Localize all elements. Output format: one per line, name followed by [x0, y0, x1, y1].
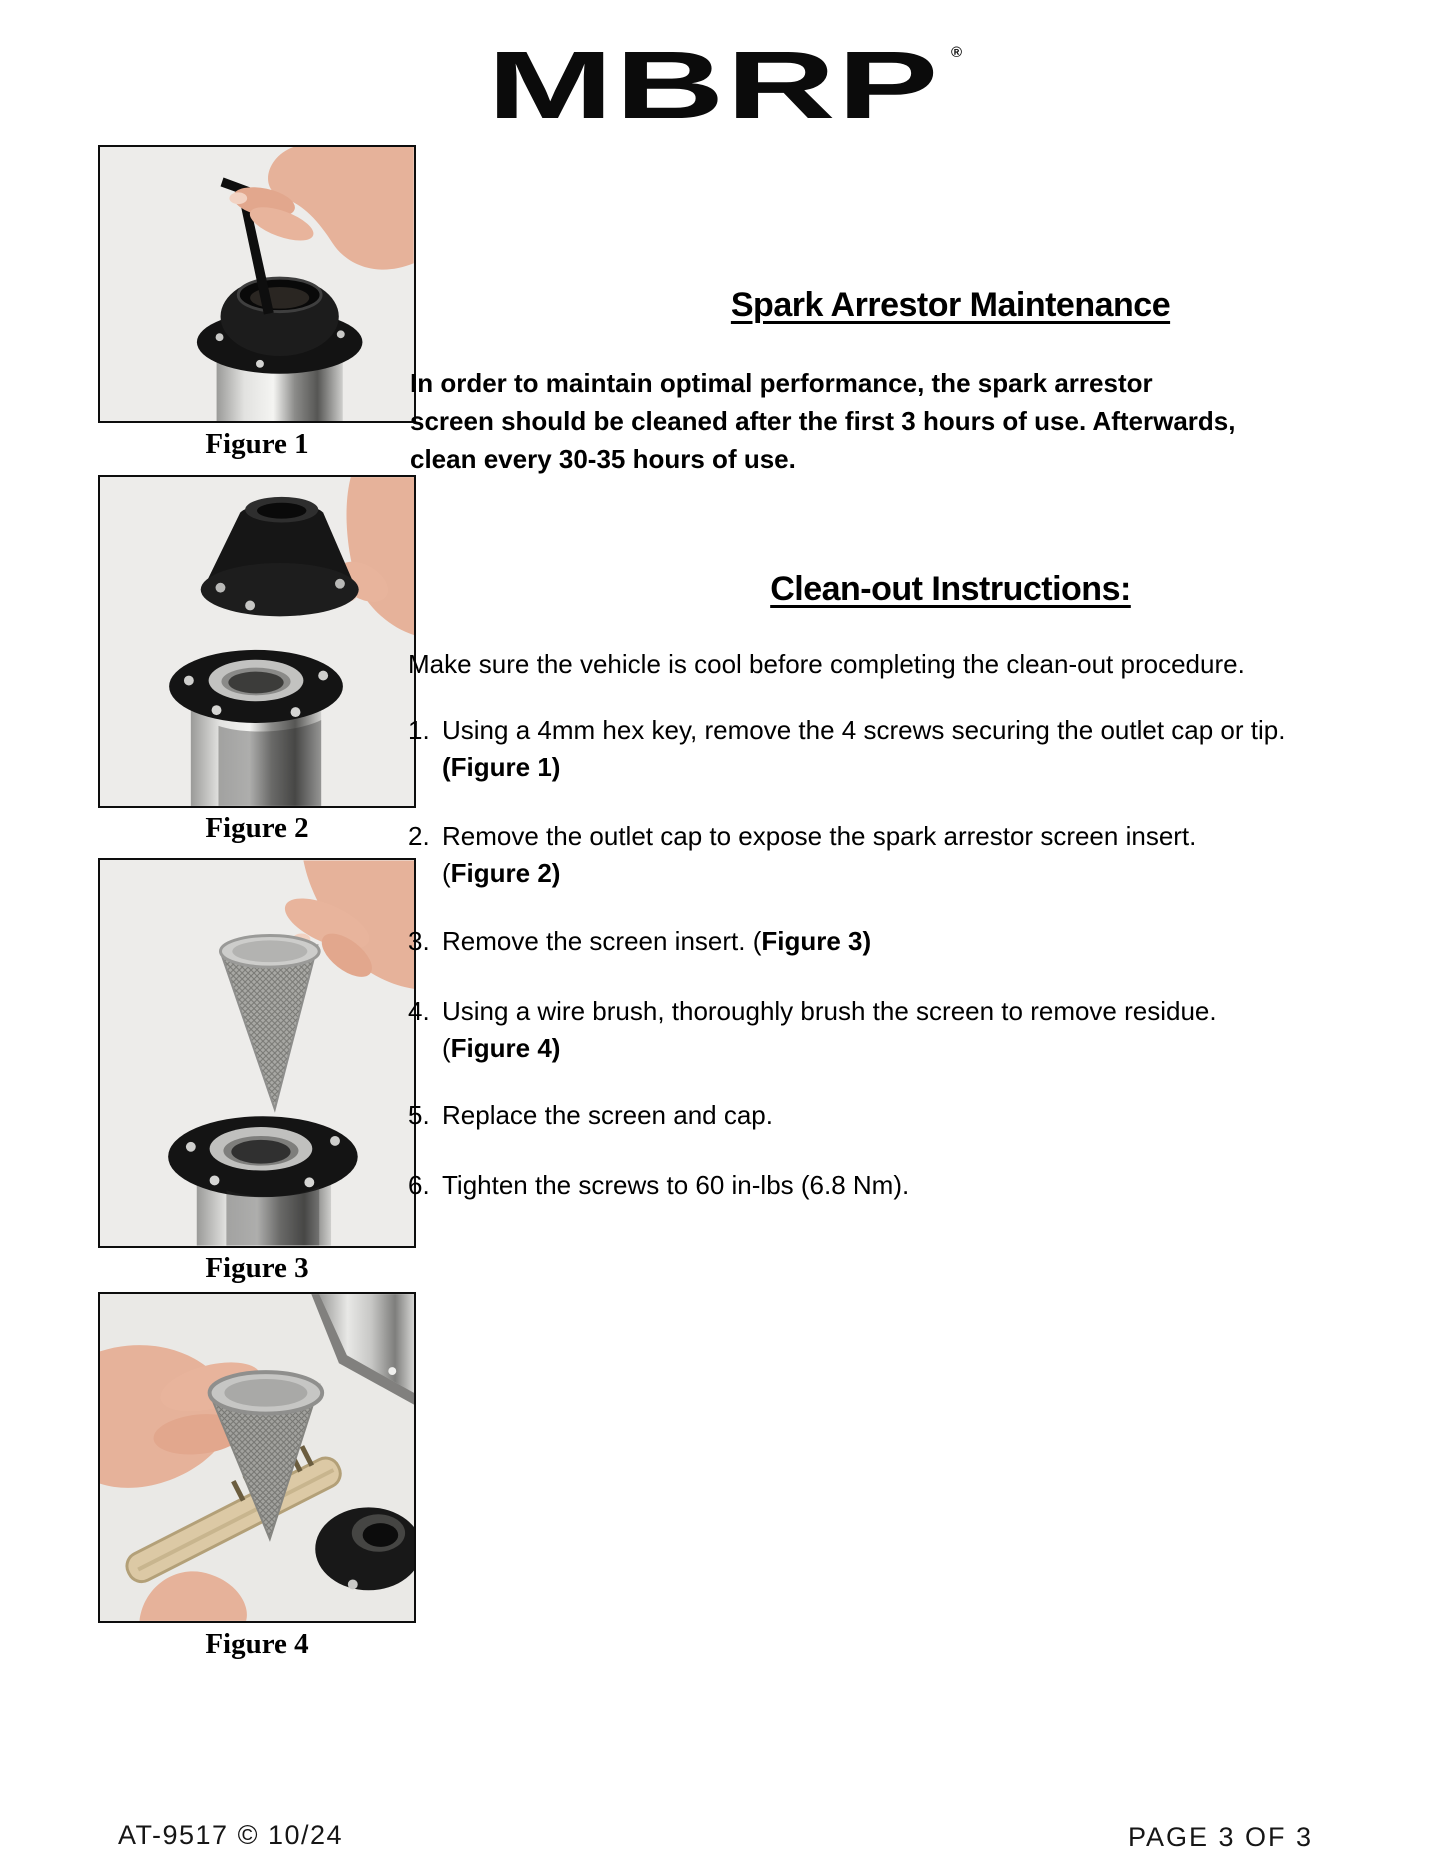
step-5-text: Replace the screen and cap. [442, 1100, 773, 1130]
figure-4-illustration [100, 1294, 414, 1621]
intro-line-1: In order to maintain optimal performance, the spark arrestor [410, 368, 1153, 398]
document-number: AT-9517 © 10/24 [118, 1820, 344, 1850]
figure-4-photo [98, 1292, 416, 1623]
figure-3-photo [98, 858, 416, 1248]
step-4-number: 4. [408, 996, 430, 1026]
step-2-text: Remove the outlet cap to expose the spark arrestor screen insert. [442, 821, 1197, 851]
intro-line-3: clean every 30-35 hours of use. [410, 444, 796, 474]
step-2 [408, 818, 1408, 892]
section-heading: Clean-out Instructions: [770, 570, 1131, 608]
figure-2-caption: Figure 2 [205, 812, 309, 844]
mbrp-logo: MBRP [487, 32, 940, 139]
step-3-text: Remove the screen insert. [442, 926, 753, 956]
step-6-number: 6. [408, 1170, 430, 1200]
registered-trademark-icon: ® [951, 44, 963, 61]
figure-1-photo [98, 145, 416, 423]
figure-3-caption: Figure 3 [205, 1252, 309, 1284]
step-4-text: Using a wire brush, thoroughly brush the screen to remove residue. [442, 996, 1217, 1026]
page-title: Spark Arrestor Maintenance [730, 286, 1171, 324]
figure-1-illustration [100, 147, 414, 421]
step-1-figure-ref: (Figure 1) [442, 752, 561, 782]
step-5-number: 5. [408, 1100, 430, 1130]
figure-3-illustration [100, 860, 414, 1246]
step-1 [408, 712, 1408, 786]
step-6-text: Tighten the screws to 60 in-lbs (6.8 Nm). [442, 1170, 910, 1200]
figure-1-caption: Figure 1 [205, 428, 309, 460]
caution-text: Make sure the vehicle is cool before completing the clean-out procedure. [408, 649, 1245, 679]
figure-4-caption: Figure 4 [205, 1628, 309, 1660]
figure-2-illustration [100, 477, 414, 806]
step-4-figure-ref: (Figure 4) [442, 1033, 561, 1063]
figure-2-photo [98, 475, 416, 808]
step-3-figure-ref: (Figure 3) [752, 926, 872, 956]
step-2-figure-ref: (Figure 2) [442, 858, 561, 888]
step-3-number: 3. [408, 926, 430, 956]
step-4 [408, 993, 1408, 1067]
step-6 [408, 1167, 1408, 1204]
intro-line-2: screen should be cleaned after the first 3 hours of use. Afterwards, [410, 406, 1236, 436]
step-1-text: Using a 4mm hex key, remove the 4 screws securing the outlet cap or tip. [442, 715, 1286, 745]
intro-paragraph [410, 364, 1410, 478]
step-3 [408, 923, 1408, 960]
step-2-number: 2. [408, 821, 430, 851]
step-5 [408, 1097, 1408, 1134]
step-1-number: 1. [408, 715, 430, 745]
page-number: PAGE 3 OF 3 [1127, 1822, 1313, 1852]
